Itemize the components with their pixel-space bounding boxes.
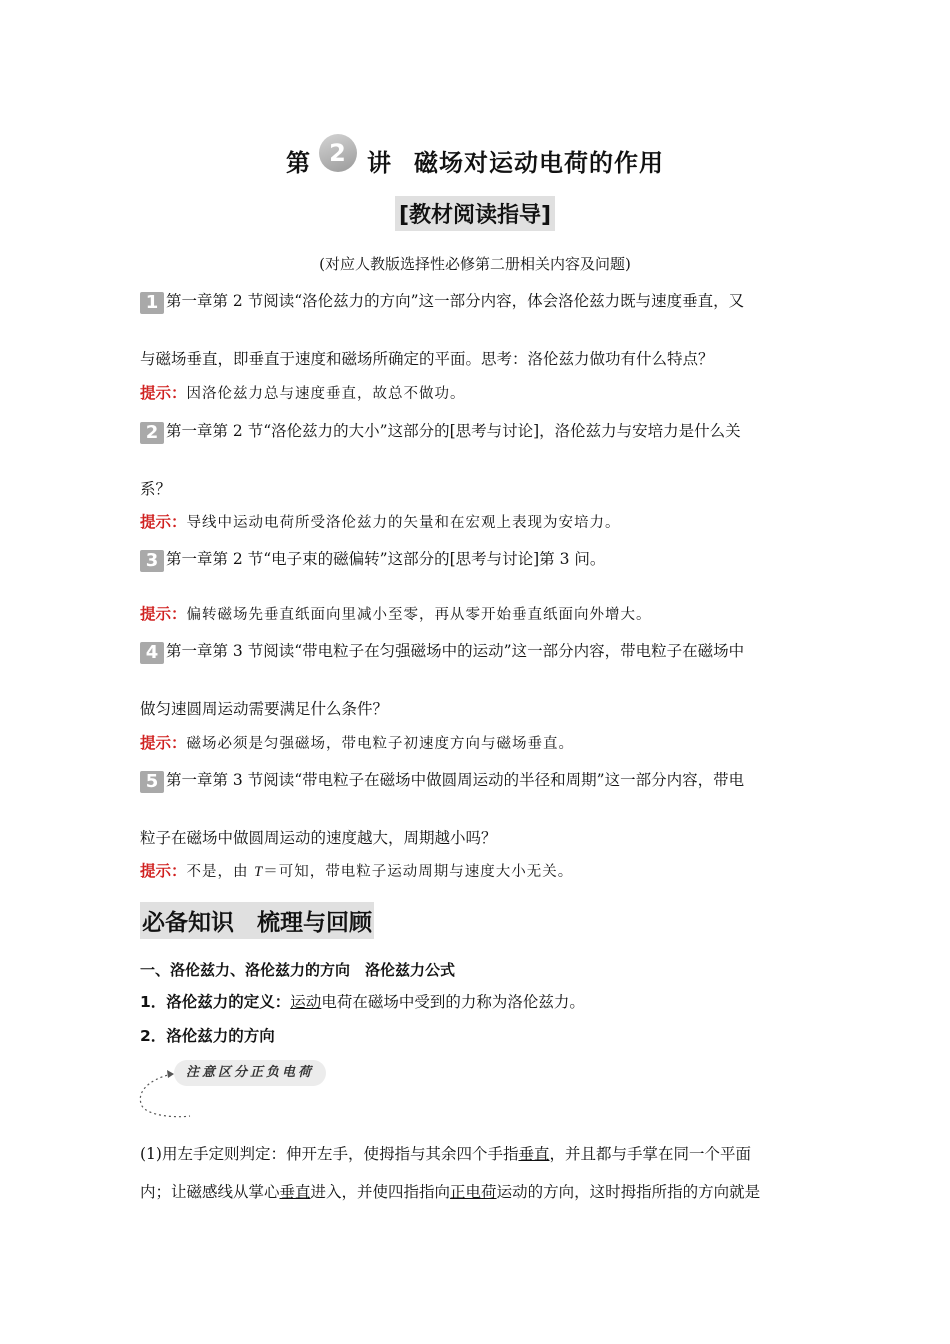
page-title [0, 138, 950, 182]
item-2: 2．洛伦兹力的方向 [140, 1027, 275, 1045]
lesson-number-badge [317, 138, 361, 182]
subtitle-text: [教材阅读指导] [395, 196, 555, 231]
hint-text: 不是，由 [186, 864, 255, 880]
question-text: 第一章第 3 节阅读“带电粒子在匀强磁场中的运动”这一部分内容，带电粒子在磁场中 [166, 642, 745, 660]
hint-text: 磁场必须是匀强磁场，带电粒子初速度方向与磁场垂直。 [186, 736, 575, 752]
hint-text: 因洛伦兹力总与速度垂直，故总不做功。 [186, 386, 466, 402]
title-prefix: 第 [286, 148, 311, 177]
question-text: 第一章第 2 节“电子束的磁偏转”这部分的[思考与讨论]第 3 问。 [166, 550, 606, 568]
question-number-badge: 3 [140, 550, 164, 572]
item-1-label: 1．洛伦兹力的定义： [140, 993, 291, 1011]
hint-text: 偏转磁场先垂直纸面向里减小至零，再从零开始垂直纸面向外增大。 [186, 607, 652, 623]
item-1-blank: 运动 [290, 993, 322, 1011]
hint-4 [140, 732, 812, 755]
lesson-number: 2 [329, 139, 347, 167]
question-1-line2: 与磁场垂直，即垂直于速度和磁场所确定的平面。思考：洛伦兹力做功有什么特点？ [140, 350, 714, 368]
question-4-line2: 做匀速圆周运动需要满足什么条件？ [140, 700, 389, 718]
para-text: 内；让磁感线从掌心 [140, 1183, 280, 1201]
question-text: 第一章第 2 节“洛伦兹力的大小”这部分的[思考与讨论]，洛伦兹力与安培力是什么关 [166, 422, 741, 440]
item-1 [140, 991, 812, 1013]
para-1-line2 [140, 1181, 812, 1203]
section-heading-text: 必备知识 梳理与回顾 [140, 902, 374, 939]
item-1-text: 电荷在磁场中受到的力称为洛伦兹力。 [321, 993, 585, 1011]
question-number-badge: 2 [140, 422, 164, 444]
note-sticker: 注意区分正负电荷 [174, 1060, 326, 1086]
para-blank: 垂直 [518, 1145, 550, 1163]
question-4-line1 [140, 640, 812, 664]
question-5-line2: 粒子在磁场中做圆周运动的速度越大，周期越小吗？ [140, 829, 497, 847]
question-number-badge: 5 [140, 771, 164, 793]
question-5-line1 [140, 769, 812, 793]
hint-label: 提示： [140, 605, 187, 623]
section-heading [140, 902, 374, 939]
hint-text: 导线中运动电荷所受洛伦兹力的矢量和在宏观上表现为安培力。 [186, 515, 621, 531]
para-text: 运动的方向，这时拇指所指的方向就是 [496, 1183, 761, 1201]
para-blank: 垂直 [279, 1183, 311, 1201]
hint-text-rest: ＝可知，带电粒子运动周期与速度大小无关。 [263, 864, 574, 880]
hint-1 [140, 382, 812, 405]
question-2-line2: 系？ [140, 480, 172, 498]
section-subtitle [0, 196, 950, 231]
hint-2 [140, 511, 812, 534]
heading-1: 一、洛伦兹力、洛伦兹力的方向 洛伦兹力公式 [140, 961, 456, 979]
title-text: 磁场对运动电荷的作用 [414, 148, 664, 177]
hint-5 [140, 860, 812, 883]
para-text: ，并且都与手掌在同一个平面 [549, 1145, 751, 1163]
question-1-line1 [140, 290, 812, 314]
title-suffix: 讲 [367, 148, 392, 177]
hint-label: 提示： [140, 513, 187, 531]
para-blank: 正电荷 [450, 1183, 497, 1201]
hint-label: 提示： [140, 384, 187, 402]
para-text: 进入，并使四指指向 [310, 1183, 451, 1201]
question-text: 第一章第 3 节阅读“带电粒子在磁场中做圆周运动的半径和周期”这一部分内容，带电 [166, 771, 745, 789]
hint-3 [140, 603, 812, 626]
hint-variable: T [254, 864, 264, 880]
para-text: (1)用左手定则判定：伸开左手，使拇指与其余四个手指 [140, 1145, 519, 1163]
question-text: 第一章第 2 节阅读“洛伦兹力的方向”这一部分内容，体会洛伦兹力既与速度垂直，又 [166, 292, 745, 310]
question-2-line1 [140, 420, 812, 444]
hint-label: 提示： [140, 862, 187, 880]
question-number-badge: 1 [140, 292, 164, 314]
para-1-line1 [140, 1143, 812, 1165]
edition-note: (对应人教版选择性必修第二册相关内容及问题) [319, 255, 631, 273]
hint-label: 提示： [140, 734, 187, 752]
question-3-line1 [140, 548, 812, 572]
question-number-badge: 4 [140, 642, 164, 664]
